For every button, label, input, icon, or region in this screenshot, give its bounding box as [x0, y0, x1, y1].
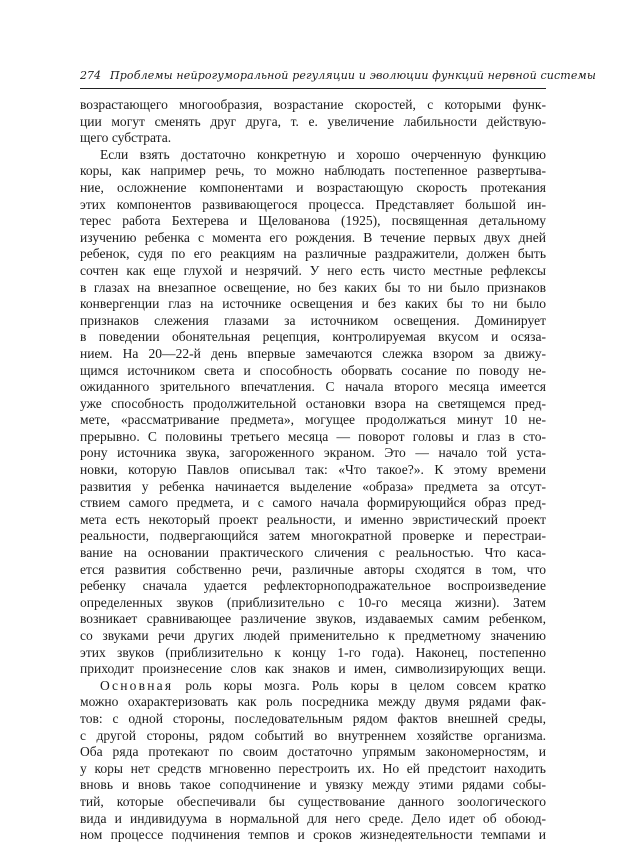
- text-line: сочтен как еще глухой и незрячий. У него есть чисто местные рефлексы: [80, 262, 546, 278]
- body-text: [80, 97, 546, 844]
- text-line: вида и индивидуума в нормальной для него среде. Дело идет об обоюд-: [80, 810, 546, 826]
- text-line: со звуками речи других людей применительно к предметному значению: [80, 628, 546, 643]
- text-line: коры, как например речь, то можно наблюдать постепенное развертыва-: [80, 163, 546, 179]
- text-line: мета есть некоторый проект реальности, и именно эвристический проект: [80, 511, 546, 527]
- text-line: нием. На 20—22-й день впервые замечаются слежка взором за движу-: [80, 345, 546, 361]
- text-line: в поведении обонятельная рецепция, контролируемая вкусом и осяза-: [80, 329, 546, 345]
- text-line: ребенку сначала удается рефлекторноподражательное воспроизведение: [80, 578, 546, 594]
- text-line: возникает сравнивающее различение звуков, издаваемых самим ребенком,: [80, 611, 546, 627]
- text-line: можно охарактеризовать как роль посредника между двумя рядами фак-: [80, 694, 546, 710]
- text-line: определенных звуков (приблизительно с 10-го месяца жизни). Затем: [80, 594, 546, 610]
- text-line: признаков слежения глазами за источником освещения. Доминирует: [80, 312, 546, 328]
- text-line: приходит произнесение слов как знаков и имен, символизирующих вещи.: [80, 661, 546, 677]
- text-line: конвергенции глаз на источнике освещения и без каких бы то ни было: [80, 296, 546, 312]
- text-line: вание на основании практического сличения с реальностью. Что каса-: [80, 545, 546, 561]
- text-line: ется развития собственно речи, различные авторы сходятся в том, что: [80, 561, 546, 577]
- text-line: этих компонентов развивающегося процесса. Представляет большой ин-: [80, 196, 546, 212]
- section-lead: Основная: [100, 677, 174, 693]
- text-line: изучению ребенка с момента его рождения. В течение первых двух дней: [80, 229, 546, 245]
- text-line: этих звуков (приблизительно к концу 1-го года). Наконец, постепенно: [80, 644, 546, 660]
- text-line: ожиданного зрительного впечатления. С начала второго месяца имеется: [80, 379, 546, 395]
- text-line: щего субстрата.: [80, 130, 172, 146]
- text-line: прерывно. С половины третьего месяца — поворот головы и глаз в сто-: [80, 428, 546, 444]
- text-line: тов: с одной стороны, последовательным рядом фактов внешней среды,: [80, 710, 546, 726]
- text-line: Оба ряда протекают по своим достаточно упрямым закономерностям, и: [80, 744, 546, 760]
- text-line: ребенок, судя по его реакциям на различные раздражители, должен быть: [80, 246, 546, 262]
- text-line: рону источника звука, загороженного экраном. Это — начало той уста-: [80, 445, 546, 461]
- text-line: уже способность продолжительной остановки взора на светящемся пред-: [80, 395, 546, 411]
- section-lead-rest: роль коры мозга. Роль коры в целом совсем кратко: [185, 677, 546, 693]
- text-line: реальности, подвергающийся затем многократной проверке и перестраи-: [80, 528, 546, 544]
- page-number: 274: [80, 69, 101, 82]
- text-line: новки, которую Павлов описывал так: «Что такое?». К этому времени: [80, 462, 546, 478]
- text-line: вновь и вновь такое соподчинение и увязку между этими рядами собы-: [80, 777, 546, 793]
- text-line: ном процессе подчинения темпов и сроков жизнедеятельности темпами и: [80, 827, 546, 843]
- text-line: ствием самого предмета, и с самого начала формирующийся образ пред-: [80, 495, 546, 511]
- section-lead-line: [80, 678, 546, 695]
- text-line: Если взять достаточно конкретную и хорошо очерченную функцию: [100, 146, 546, 162]
- text-line: ции могут сменять друг друга, т. е. увеличение лабильности действую-: [80, 113, 546, 129]
- text-line: щимся источником света и способность оборвать сосание по поводу не-: [80, 362, 546, 378]
- running-title: Проблемы нейрогуморальной регуляции и эволюции функций нервной системы: [110, 69, 596, 82]
- header-rule: [80, 88, 546, 89]
- text-line: терес работа Бехтерева и Щелованова (1925), посвященная детальному: [80, 213, 546, 229]
- text-line: тий, которые обеспечивали бы существование данного зоологического: [80, 793, 546, 809]
- text-line: ние, осложнение компонентами и возрастающую скорость протекания: [80, 179, 546, 195]
- text-line: с другой стороны, рядом событий во внутреннем хозяйстве организма.: [80, 727, 546, 743]
- text-line: мете, «рассматривание предмета», могущее продолжаться минут 10 не-: [80, 412, 546, 428]
- text-line: в глазах на внезапное освещение, но без каких бы то ни было признаков: [80, 279, 546, 295]
- text-line: возрастающего многообразия, возрастание скоростей, с которыми функ-: [80, 97, 546, 112]
- running-header: [80, 66, 596, 86]
- text-line: у коры нет средств мгновенно перестроить их. Но ей предстоит находить: [80, 760, 546, 776]
- text-line: развития у ребенка начинается выделение «образа» предмета за отсут-: [80, 478, 546, 494]
